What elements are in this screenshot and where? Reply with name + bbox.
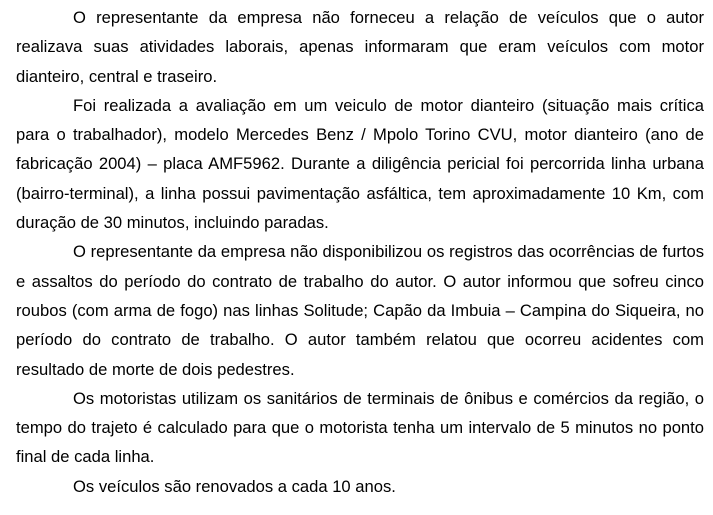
paragraph-robberies: O representante da empresa não disponibilizou os registros das ocorrências de furtos e assaltos do período do contrato de trabalho do autor. O autor informou que sofreu cinco roubos (com arma de fogo) nas linhas Solitude; Capão da Imbuia – Campina do Siqueira, no período do contrato de trabalho. O autor também relatou que ocorreu acidentes com resultado de morte de dois pedestres. [16, 242, 704, 379]
paragraph-vehicle-list: O representante da empresa não forneceu a relação de veículos que o autor realizava suas atividades laborais, apenas informaram que eram veículos com motor dianteiro, central e traseiro. [16, 8, 704, 86]
paragraph-evaluation: Foi realizada a avaliação em um veiculo de motor dianteiro (situação mais crítica para o trabalhador), modelo Mercedes Benz / Mpolo Torino CVU, motor dianteiro (ano de fabricação 2004) – placa AMF5962. Durante a diligência pericial foi percorrida linha urbana (bairro-terminal), a linha possui pavimentação asfáltica, tem aproximadamente 10 Km, com duração de 30 minutos, incluindo paradas. [16, 95, 704, 233]
document-body [16, 3, 704, 501]
paragraph-sanitary: Os motoristas utilizam os sanitários de terminais de ônibus e comércios da região, o tempo do trajeto é calculado para que o motorista tenha um intervalo de 5 minutos no ponto final de cada linha. [16, 388, 704, 467]
paragraph-renewal: Os veículos são renovados a cada 10 anos. [73, 476, 396, 496]
